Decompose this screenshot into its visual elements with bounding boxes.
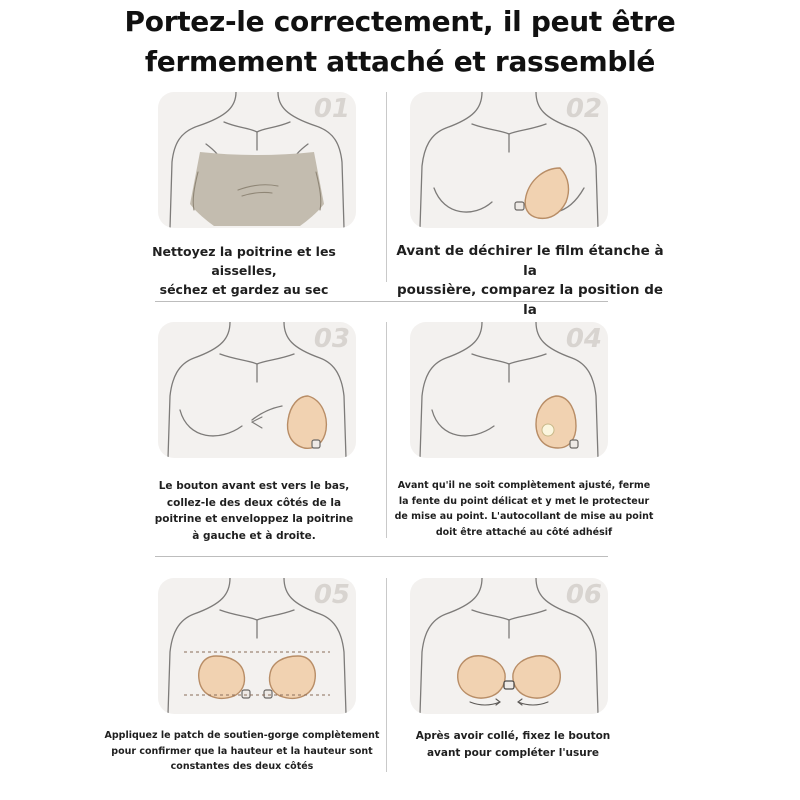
row-divider-2 xyxy=(155,556,608,557)
caption-line: Avant de déchirer le film étanche à la xyxy=(396,243,664,279)
step-03-illustration xyxy=(158,322,356,458)
title-line-1: Portez-le correctement, il peut être xyxy=(124,5,676,38)
caption-line: Nettoyez la poitrine et les aisselles, xyxy=(152,244,336,278)
step-04-illustration xyxy=(410,322,608,458)
step-06-caption xyxy=(400,728,626,761)
step-06-illustration xyxy=(410,578,608,714)
caption-line: séchez et gardez au sec xyxy=(159,282,329,297)
step-03-caption xyxy=(140,478,368,544)
step-number: 04 xyxy=(565,324,602,354)
caption-line: de mise au point. L'autocollant de mise au point xyxy=(394,511,654,522)
step-number: 01 xyxy=(313,94,350,124)
step-01-illustration xyxy=(158,92,356,228)
step-01-caption xyxy=(118,242,370,299)
step-number: 02 xyxy=(565,94,602,124)
caption-line: Le bouton avant est vers le bas, xyxy=(158,480,350,492)
step-number: 06 xyxy=(565,580,602,610)
caption-line: doit être attaché au côté adhésif xyxy=(435,526,613,538)
caption-line: Après avoir collé, fixez le bouton xyxy=(415,730,611,742)
column-divider-3 xyxy=(386,578,387,772)
column-divider-1 xyxy=(386,92,387,282)
step-04-caption xyxy=(388,478,660,540)
step-number: 05 xyxy=(313,580,350,610)
caption-line: poussière, comparez la position de la xyxy=(396,282,664,318)
caption-line: Avant qu'il ne soit complètement ajusté, ferme xyxy=(397,480,651,491)
step-05-illustration xyxy=(158,578,356,714)
column-divider-2 xyxy=(386,322,387,538)
step-05-caption xyxy=(104,728,380,775)
step-02-illustration xyxy=(410,92,608,228)
caption-line: Appliquez le patch de soutien-gorge complètement xyxy=(104,730,380,741)
step-number: 03 xyxy=(313,324,350,354)
title-line-2: fermement attaché et rassemblé xyxy=(144,45,656,78)
caption-line: la fente du point délicat et y met le protecteur xyxy=(398,495,650,507)
caption-line: pour confirmer que la hauteur et la hauteur sont xyxy=(111,745,373,757)
caption-line: poitrine et enveloppez la poitrine xyxy=(154,513,354,525)
caption-line: avant pour compléter l'usure xyxy=(426,746,600,759)
page-title xyxy=(0,2,800,82)
caption-line: constantes des deux côtés xyxy=(170,761,314,772)
caption-line: collez-le des deux côtés de la xyxy=(166,496,342,509)
caption-line: à gauche et à droite. xyxy=(192,529,316,542)
